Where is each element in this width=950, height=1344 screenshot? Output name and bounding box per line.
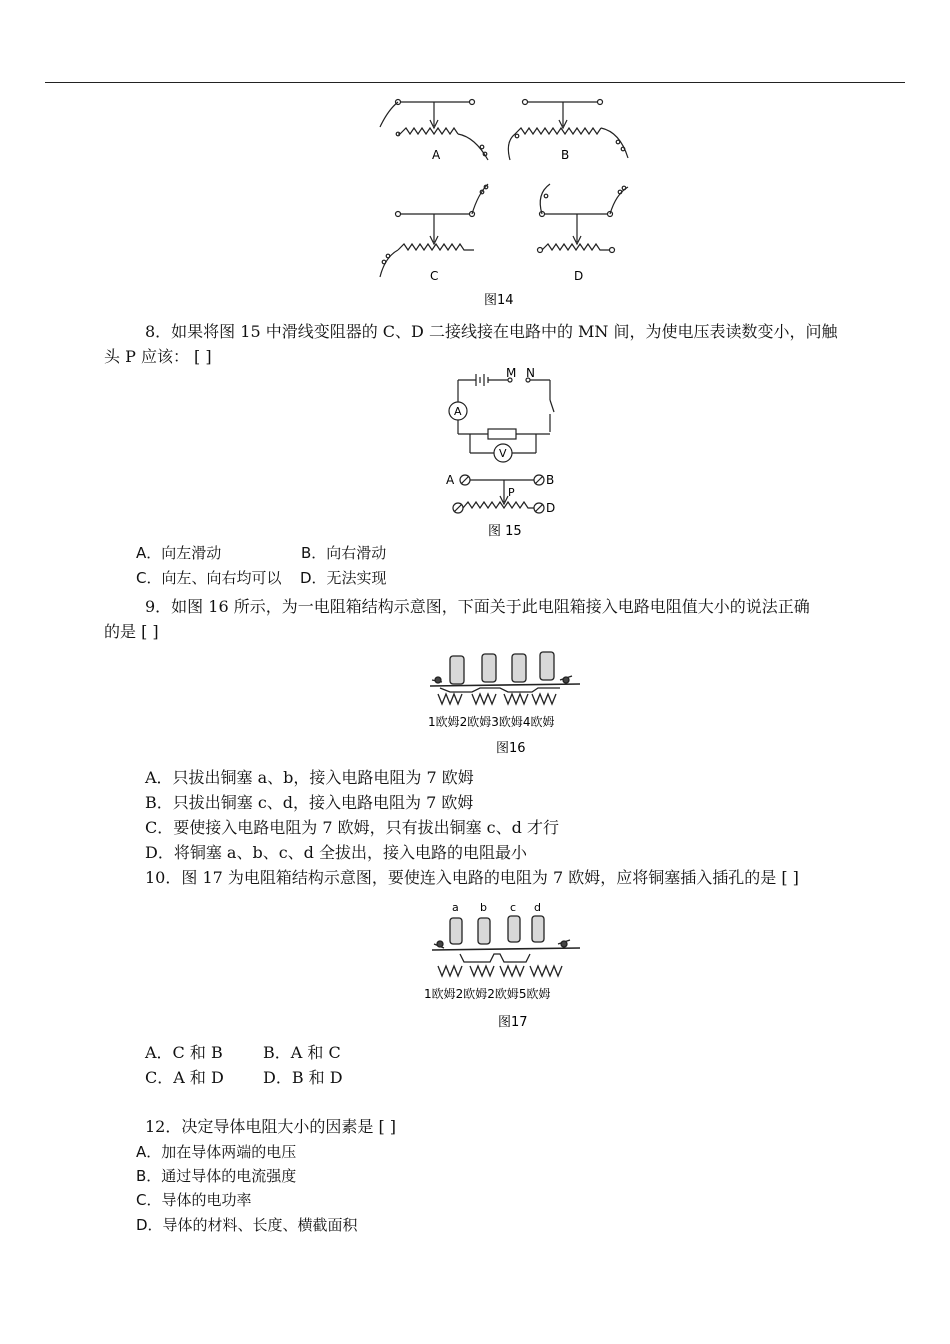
q9-option-a: A．只拔出铜塞 a、b，接入电路电阻为 7 欧姆: [145, 768, 474, 787]
figure-16: [420, 648, 600, 760]
q9-stem-line1: 9．如图 16 所示，为一电阻箱结构示意图，下面关于此电阻箱接入电路电阻值大小的说法正确: [145, 597, 810, 616]
header-rule: [45, 82, 905, 83]
q9-option-b: B．只拔出铜塞 c、d，接入电路电阻为 7 欧姆: [145, 793, 474, 812]
fig17-caption: 图17: [498, 1015, 528, 1030]
q9-option-c: C．要使接入电路电阻为 7 欧姆，只有拔出铜塞 c、d 才行: [145, 818, 559, 837]
fig15-label-n: N: [526, 368, 535, 380]
q10-option-b: B．A 和 C: [263, 1043, 341, 1062]
fig15-label-m: M: [506, 368, 517, 380]
q12-option-b: B．通过导体的电流强度: [136, 1167, 297, 1185]
fig14-label-d: D: [574, 269, 584, 283]
fig16-caption: 图16: [496, 741, 526, 756]
fig15-ammeter: A: [454, 405, 462, 418]
q8-option-c: C．向左、向右均可以: [136, 569, 282, 587]
fig17-plug-a: a: [452, 901, 459, 914]
q12-option-c: C．导体的电功率: [136, 1191, 252, 1209]
fig14-label-b: B: [561, 148, 570, 162]
fig15-label-d: D: [546, 501, 556, 515]
figure-14: [370, 92, 650, 312]
fig17-resistor-labels: 1欧姆2欧姆2欧姆5欧姆: [424, 987, 551, 1001]
q10-option-d: D．B 和 D: [263, 1068, 343, 1087]
q9-stem-line2: 的是 [ ]: [104, 622, 159, 641]
fig17-plug-d: d: [534, 901, 541, 914]
q10-option-a: A．C 和 B: [145, 1043, 223, 1062]
fig15-label-b: B: [546, 473, 555, 487]
q10-option-c: C．A 和 D: [145, 1068, 224, 1087]
q12-option-d: D．导体的材料、长度、横截面积: [136, 1216, 358, 1234]
fig15-caption: 图 15: [488, 524, 522, 539]
figure-15: [440, 368, 580, 540]
fig15-voltmeter: V: [499, 447, 507, 460]
fig14-label-c: C: [430, 269, 439, 283]
q8-option-a: A．向左滑动: [136, 544, 222, 562]
q10-stem: 10．图 17 为电阻箱结构示意图，要使连入电路的电阻为 7 欧姆，应将铜塞插入插孔的是 [ ]: [145, 868, 799, 887]
fig17-plug-c: c: [510, 901, 517, 914]
q8-option-b: B．向右滑动: [301, 544, 387, 562]
fig15-label-p: P: [508, 486, 515, 499]
fig14-label-a: A: [432, 148, 441, 162]
q12-option-a: A．加在导体两端的电压: [136, 1143, 297, 1161]
q8-option-d: D．无法实现: [300, 569, 387, 587]
fig15-label-a: A: [446, 473, 455, 487]
q8-stem-line2: 头 P 应该： [ ]: [104, 347, 212, 366]
fig14-caption: 图14: [484, 293, 514, 308]
q9-option-d: D．将铜塞 a、b、c、d 全拔出，接入电路的电阻最小: [145, 843, 527, 862]
figure-17: [420, 896, 600, 1034]
fig16-resistor-labels: 1欧姆2欧姆3欧姆4欧姆: [428, 715, 555, 729]
fig17-plug-b: b: [480, 901, 487, 914]
q8-stem-line1: 8．如果将图 15 中滑线变阻器的 C、D 二接线接在电路中的 MN 间，为使电压表读数变小，问触: [145, 322, 838, 341]
q12-stem: 12．决定导体电阻大小的因素是 [ ]: [145, 1117, 397, 1136]
